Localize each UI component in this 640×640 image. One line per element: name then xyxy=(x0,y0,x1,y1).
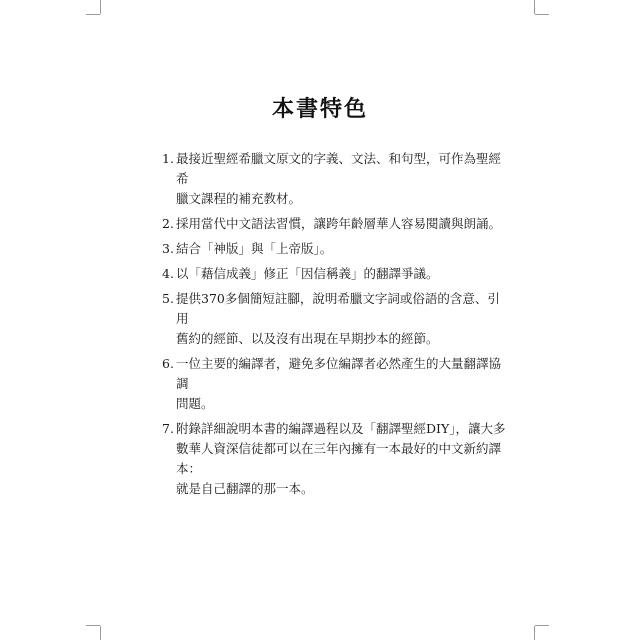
feature-text: 一位主要的編譯者，避免多位編譯者必然產生的大量翻譯協調 問題。 xyxy=(176,356,502,411)
feature-text: 最接近聖經希臘文原文的字義、文法、和句型，可作為聖經希 臘文課程的補充教材。 xyxy=(176,151,502,206)
feature-item-6 xyxy=(162,354,512,414)
feature-number: 1. xyxy=(162,151,174,166)
feature-number: 4. xyxy=(162,266,174,281)
feature-item-4 xyxy=(162,264,512,284)
feature-item-3 xyxy=(162,239,512,259)
feature-number: 6. xyxy=(162,356,174,371)
feature-list xyxy=(162,149,512,504)
feature-item-7 xyxy=(162,419,512,499)
feature-text: 採用當代中文語法習慣，讓跨年齡層華人容易閱讀與朗誦。 xyxy=(176,216,502,231)
crop-mark-bottom-right xyxy=(534,626,535,640)
crop-mark-bottom-right-h xyxy=(535,625,549,626)
crop-mark-top-right-h xyxy=(535,14,549,15)
feature-text: 提供370多個簡短註腳，說明希臘文字詞或俗語的含意、引用 舊約的經節、以及沒有出現在早期抄本的經節。 xyxy=(176,291,500,346)
feature-text: 以「藉信成義」修正「因信稱義」的翻譯爭議。 xyxy=(176,266,439,281)
feature-text: 結合「神版」與「上帝版」。 xyxy=(176,241,333,256)
page-title: 本書特色 xyxy=(271,97,368,122)
crop-mark-top-left xyxy=(100,0,101,14)
feature-number: 7. xyxy=(162,421,174,436)
crop-mark-top-right xyxy=(534,0,535,14)
feature-item-1 xyxy=(162,149,512,209)
feature-number: 5. xyxy=(162,291,174,306)
feature-number: 3. xyxy=(162,241,174,256)
feature-item-5 xyxy=(162,289,512,349)
feature-item-2 xyxy=(162,214,512,234)
feature-number: 2. xyxy=(162,216,174,231)
feature-text: 附錄詳細說明本書的編譯過程以及「翻譯聖經DIY」，讓大多 數華人資深信徒都可以在三年內擁有一本最好的中文新約譯本： 就是自己翻譯的那一本。 xyxy=(176,421,506,496)
crop-mark-bottom-left xyxy=(100,626,101,640)
crop-mark-bottom-left-h xyxy=(86,625,100,626)
crop-mark-top-left-h xyxy=(86,14,100,15)
